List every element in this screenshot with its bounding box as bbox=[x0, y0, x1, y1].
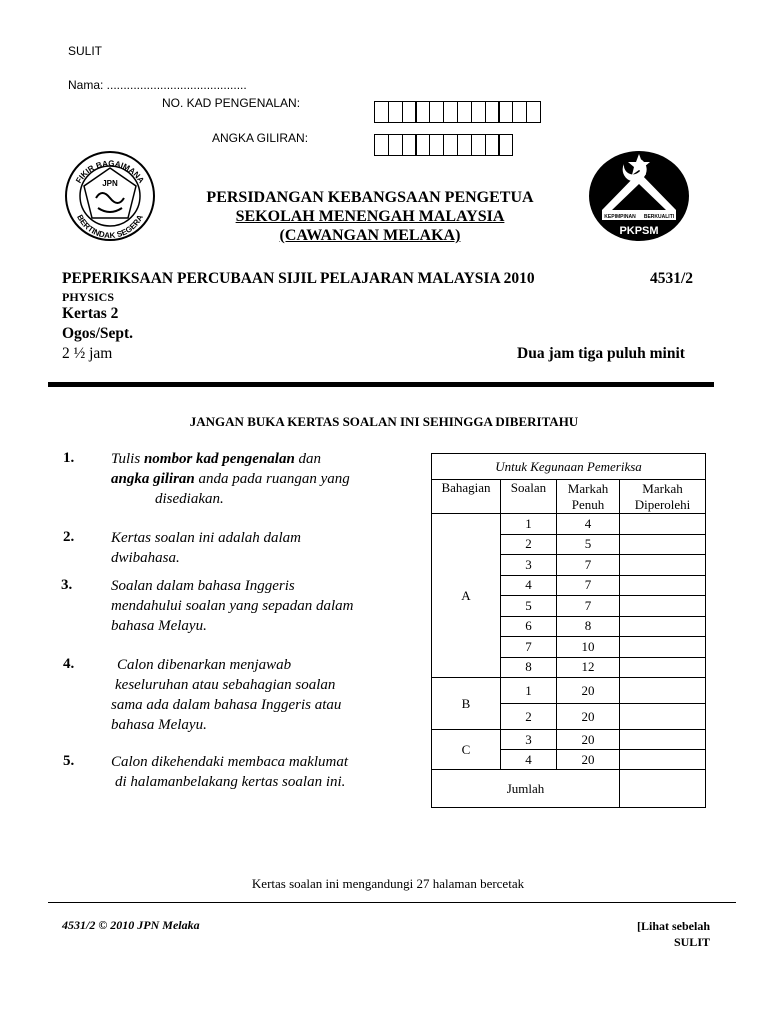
digit-box[interactable] bbox=[471, 134, 486, 156]
score-entry-cell[interactable] bbox=[620, 657, 706, 678]
org-line-2: SEKOLAH MENENGAH MALAYSIA bbox=[235, 208, 505, 225]
instruction-5-number: 5. bbox=[63, 753, 75, 769]
duration-words: Dua jam tiga puluh minit bbox=[517, 345, 685, 362]
sulit-label: SULIT bbox=[68, 44, 103, 58]
score-entry-cell[interactable] bbox=[620, 555, 706, 576]
soalan-cell: 8 bbox=[501, 657, 557, 678]
org-line-1: PERSIDANGAN KEBANGSAAN PENGETUA bbox=[206, 189, 534, 206]
paper-number: Kertas 2 bbox=[62, 305, 119, 322]
footer-right bbox=[620, 918, 710, 950]
instruction-5: Calon dikehendaki membaca maklumat di halamanbelakang kertas soalan ini. bbox=[111, 754, 349, 790]
soalan-cell: 2 bbox=[501, 704, 557, 730]
exam-code: 4531/2 bbox=[650, 270, 694, 287]
table-row bbox=[432, 678, 706, 704]
jpn-melaka-logo bbox=[62, 150, 158, 242]
soalan-cell: 4 bbox=[501, 575, 557, 596]
digit-box[interactable] bbox=[415, 101, 430, 123]
instruction-3: Soalan dalam bahasa Inggeris mendahului soalan yang sepadan dalam bahasa Melayu. bbox=[111, 578, 354, 634]
org-line-3: (CAWANGAN MELAKA) bbox=[279, 227, 461, 244]
footer-divider bbox=[48, 902, 736, 903]
page-count-note: Kertas soalan ini mengandungi 27 halaman bercetak bbox=[251, 876, 525, 891]
digit-box[interactable] bbox=[512, 101, 527, 123]
instruction-1-number: 1. bbox=[63, 450, 75, 466]
total-score-cell[interactable] bbox=[620, 770, 706, 808]
score-entry-cell[interactable] bbox=[620, 704, 706, 730]
digit-box[interactable] bbox=[374, 101, 389, 123]
score-entry-cell[interactable] bbox=[620, 678, 706, 704]
markah-penuh-cell: 4 bbox=[557, 514, 620, 535]
instruction-3-number: 3. bbox=[61, 577, 73, 593]
header-bahagian: Bahagian bbox=[432, 480, 501, 514]
table-caption: Untuk Kegunaan Pemeriksa bbox=[432, 454, 706, 480]
thick-divider bbox=[48, 382, 714, 387]
soalan-cell: 1 bbox=[501, 514, 557, 535]
footer-copyright: 4531/2 © 2010 JPN Melaka bbox=[62, 918, 200, 932]
score-entry-cell[interactable] bbox=[620, 730, 706, 750]
logo-banner-right: BERKUALITI bbox=[643, 214, 675, 220]
digit-box[interactable] bbox=[388, 134, 403, 156]
soalan-cell: 1 bbox=[501, 678, 557, 704]
digit-box[interactable] bbox=[429, 101, 444, 123]
markah-penuh-cell: 20 bbox=[557, 704, 620, 730]
instruction-2-number: 2. bbox=[63, 529, 75, 545]
digit-box[interactable] bbox=[374, 134, 389, 156]
examiner-marks-table bbox=[431, 453, 706, 808]
logo-center-text: JPN bbox=[102, 179, 118, 188]
section-cell: B bbox=[432, 678, 501, 730]
table-row bbox=[432, 514, 706, 535]
footer-see-next: [Lihat sebelah bbox=[636, 919, 710, 933]
digit-box[interactable] bbox=[457, 134, 472, 156]
soalan-cell: 5 bbox=[501, 596, 557, 617]
digit-box[interactable] bbox=[402, 101, 417, 123]
no-kad-label: NO. KAD PENGENALAN: bbox=[162, 96, 301, 110]
soalan-cell: 3 bbox=[501, 730, 557, 750]
soalan-cell: 6 bbox=[501, 616, 557, 637]
score-entry-cell[interactable] bbox=[620, 575, 706, 596]
markah-penuh-cell: 20 bbox=[557, 750, 620, 770]
digit-box[interactable] bbox=[498, 134, 513, 156]
score-entry-cell[interactable] bbox=[620, 596, 706, 617]
nama-field-label: Nama: .......................................... bbox=[68, 78, 247, 92]
duration: 2 ½ jam bbox=[62, 345, 113, 362]
header-soalan: Soalan bbox=[501, 480, 557, 514]
header-markah-penuh: Markah Penuh bbox=[557, 480, 620, 514]
total-label: Jumlah bbox=[432, 770, 620, 808]
digit-box[interactable] bbox=[471, 101, 486, 123]
angka-giliran-boxes[interactable] bbox=[374, 134, 512, 156]
soalan-cell: 3 bbox=[501, 555, 557, 576]
logo-banner-left: KEPIMPINAN bbox=[604, 214, 636, 220]
digit-box[interactable] bbox=[415, 134, 430, 156]
exam-title: PEPERIKSAAN PERCUBAAN SIJIL PELAJARAN MALAYSIA 2010 bbox=[62, 270, 535, 287]
soalan-cell: 2 bbox=[501, 534, 557, 555]
digit-box[interactable] bbox=[443, 101, 458, 123]
table-header-row bbox=[432, 480, 706, 514]
digit-box[interactable] bbox=[429, 134, 444, 156]
score-entry-cell[interactable] bbox=[620, 637, 706, 658]
header-markah-diperolehi: Markah Diperolehi bbox=[620, 480, 706, 514]
logo-name: PKPSM bbox=[619, 225, 659, 237]
table-row bbox=[432, 730, 706, 750]
markah-penuh-cell: 7 bbox=[557, 555, 620, 576]
warning-text: JANGAN BUKA KERTAS SOALAN INI SEHINGGA DIBERITAHU bbox=[189, 414, 579, 429]
score-entry-cell[interactable] bbox=[620, 534, 706, 555]
digit-box[interactable] bbox=[388, 101, 403, 123]
digit-box[interactable] bbox=[402, 134, 417, 156]
soalan-cell: 7 bbox=[501, 637, 557, 658]
digit-box[interactable] bbox=[443, 134, 458, 156]
digit-box[interactable] bbox=[457, 101, 472, 123]
subject-name: PHYSICS bbox=[62, 290, 115, 304]
section-cell: A bbox=[432, 514, 501, 678]
pkpsm-logo bbox=[588, 150, 690, 242]
markah-penuh-cell: 8 bbox=[557, 616, 620, 637]
score-entry-cell[interactable] bbox=[620, 616, 706, 637]
markah-penuh-cell: 7 bbox=[557, 575, 620, 596]
soalan-cell: 4 bbox=[501, 750, 557, 770]
instruction-2: Kertas soalan ini adalah dalam dwibahasa. bbox=[111, 530, 302, 566]
markah-penuh-cell: 7 bbox=[557, 596, 620, 617]
markah-penuh-cell: 10 bbox=[557, 637, 620, 658]
markah-penuh-cell: 20 bbox=[557, 730, 620, 750]
score-entry-cell[interactable] bbox=[620, 514, 706, 535]
org-title bbox=[170, 188, 570, 245]
markah-penuh-cell: 5 bbox=[557, 534, 620, 555]
logo-ring-bottom-text: BERTINDAK SEGERA bbox=[75, 213, 145, 241]
instruction-1: Tulis nombor kad pengenalan dan angka giliran anda pada ruangan yang disediakan. bbox=[111, 451, 350, 507]
exam-month: Ogos/Sept. bbox=[62, 325, 134, 342]
markah-penuh-cell: 20 bbox=[557, 678, 620, 704]
no-kad-boxes[interactable] bbox=[374, 101, 540, 123]
digit-box[interactable] bbox=[485, 101, 500, 123]
logo-ring-top-text: FIKIR BAGAIMANA bbox=[74, 158, 146, 185]
markah-penuh-cell: 12 bbox=[557, 657, 620, 678]
digit-box[interactable] bbox=[498, 101, 513, 123]
instruction-4-number: 4. bbox=[63, 656, 75, 672]
angka-giliran-label: ANGKA GILIRAN: bbox=[212, 131, 309, 145]
footer-sulit: SULIT bbox=[673, 935, 710, 949]
instruction-4: Calon dibenarkan menjawab keseluruhan atau sebahagian soalan sama ada dalam bahasa Inggeris atau bahasa Melayu. bbox=[111, 657, 342, 733]
digit-box[interactable] bbox=[526, 101, 541, 123]
score-entry-cell[interactable] bbox=[620, 750, 706, 770]
digit-box[interactable] bbox=[485, 134, 500, 156]
section-cell: C bbox=[432, 730, 501, 770]
